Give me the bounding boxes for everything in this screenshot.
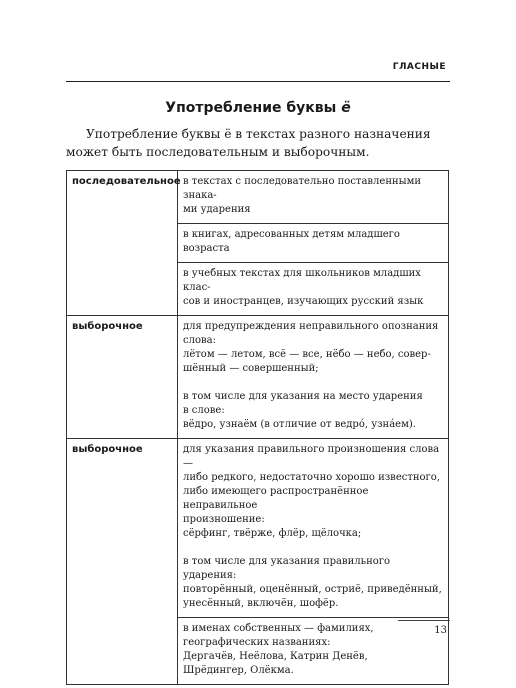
cell-line: в том числе для указания на место ударения bbox=[183, 391, 423, 402]
cell-line: вёдро, узнаём (в отличие от ведро́, узна́ем). bbox=[183, 419, 416, 430]
usage-case-cell bbox=[178, 263, 449, 316]
cell-line: ми ударения bbox=[183, 204, 251, 215]
cell-line: в книгах, адресованных детям младшего bbox=[183, 229, 400, 240]
usage-case-cell bbox=[178, 439, 449, 618]
usage-table bbox=[66, 170, 449, 685]
paragraph-gap bbox=[183, 541, 443, 555]
cell-line: слова: bbox=[183, 335, 216, 346]
cell-line: в учебных текстах для школьников младших клас- bbox=[183, 268, 421, 293]
cell-line: для указания правильного произношения слова — bbox=[183, 444, 440, 469]
paragraph-gap bbox=[183, 376, 443, 390]
section-title-letter: ё bbox=[341, 100, 351, 116]
cell-line: либо редкого, недостаточно хорошо известного, bbox=[183, 472, 440, 483]
cell-line: унесённый, включён, шофёр. bbox=[183, 598, 339, 609]
cell-line: Шрёдингер, Олёкма. bbox=[183, 665, 294, 676]
cell-line: для предупреждения неправильного опознания bbox=[183, 321, 439, 332]
table-row bbox=[67, 439, 449, 618]
intro-paragraph: Употребление буквы ё в текстах разного назначения может быть последовательным и выборочным. bbox=[66, 127, 431, 159]
cell-line: в именах собственных — фамилиях, bbox=[183, 623, 374, 634]
cell-line: Дергачёв, Неёлова, Катрин Денёв, bbox=[183, 651, 368, 662]
cell-line: возраста bbox=[183, 243, 230, 254]
cell-line: повторённый, оценённый, остриё, приведённый, bbox=[183, 584, 442, 595]
cell-line: либо имеющего распространённое неправильное bbox=[183, 486, 369, 511]
cell-line: в том числе для указания правильного ударения: bbox=[183, 556, 391, 581]
section-title bbox=[0, 100, 516, 116]
table-row bbox=[67, 316, 449, 439]
usage-case-cell bbox=[178, 224, 449, 263]
usage-type-label: выборочное bbox=[67, 316, 178, 439]
usage-type-label: выборочное bbox=[67, 439, 178, 685]
cell-line: шённый — совершенный; bbox=[183, 363, 319, 374]
usage-case-cell bbox=[178, 171, 449, 224]
page-number: 13 bbox=[434, 625, 447, 636]
usage-case-cell bbox=[178, 618, 449, 685]
cell-line: произношение: bbox=[183, 514, 265, 525]
section-title-text: Употребление буквы bbox=[165, 100, 342, 116]
cell-line: лётом — летом, всё — все, нёбо — небо, совер- bbox=[183, 349, 431, 360]
usage-case-cell bbox=[178, 316, 449, 439]
cell-line: сов и иностранцев, изучающих русский язык bbox=[183, 296, 424, 307]
usage-type-label: последовательное bbox=[67, 171, 178, 316]
footer-rule bbox=[398, 620, 450, 621]
table-row bbox=[67, 171, 449, 224]
running-head: ГЛАСНЫЕ bbox=[392, 62, 446, 72]
cell-line: в слове: bbox=[183, 405, 225, 416]
cell-line: в текстах с последовательно поставленными знака- bbox=[183, 176, 422, 201]
cell-line: географических названиях: bbox=[183, 637, 331, 648]
header-rule bbox=[66, 81, 450, 82]
cell-line: сёрфинг, твёрже, флёр, щёлочка; bbox=[183, 528, 362, 539]
